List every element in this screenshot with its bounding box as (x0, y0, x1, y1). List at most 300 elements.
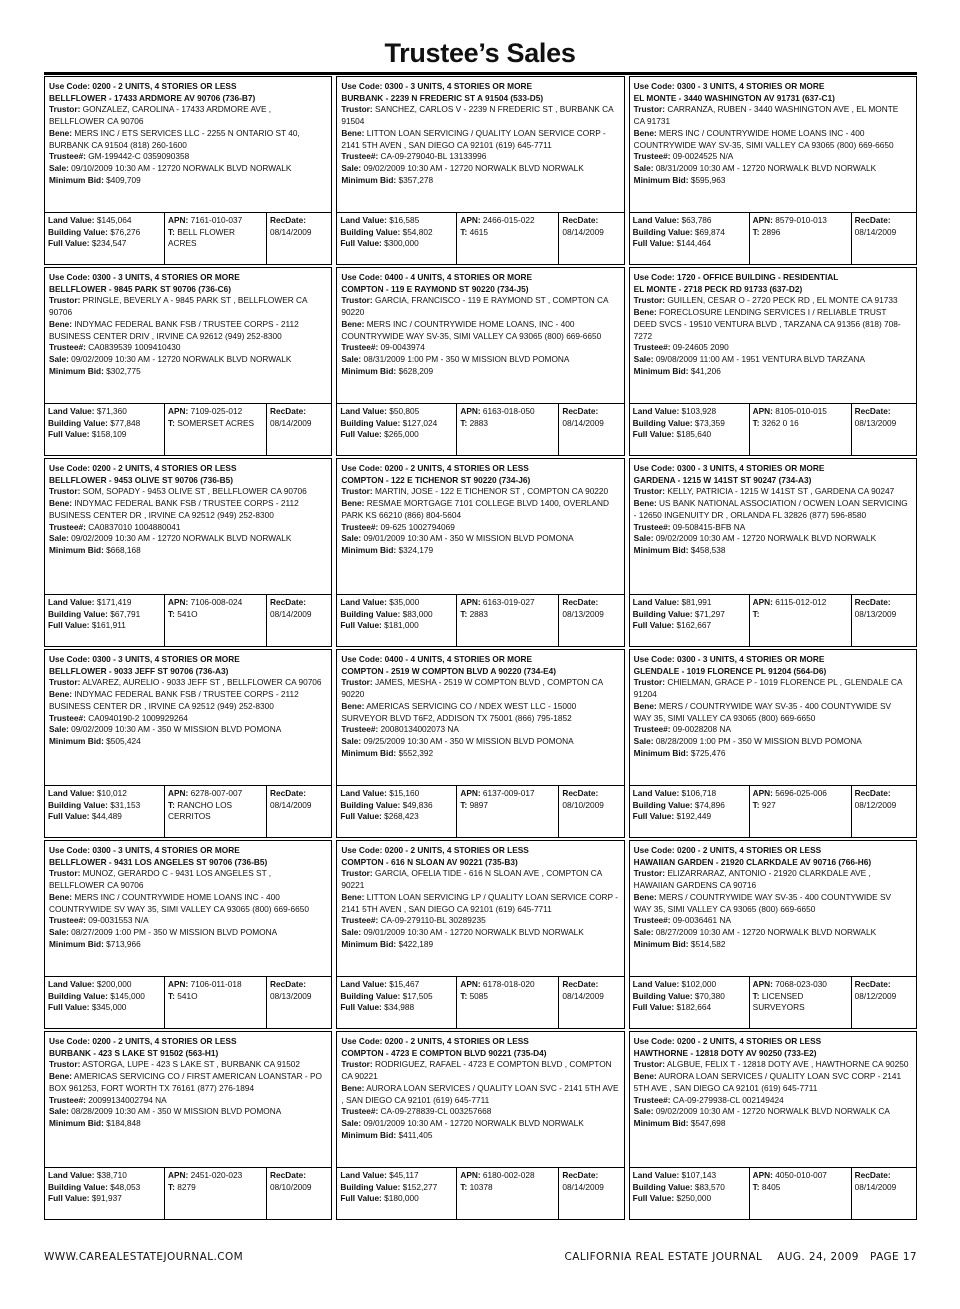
trustor-value: ASTORGA, LUPE - 423 S LAKE ST , BURBANK CA 91502 (82, 1059, 301, 1070)
full-value: $161,911 (91, 620, 126, 631)
bene-line (49, 498, 326, 521)
apn-label: APN: (752, 406, 773, 416)
tract-value: 10378 (469, 1181, 493, 1192)
sale-line (341, 163, 618, 175)
trustor-label: Trustor: (49, 677, 81, 688)
land-value: $45,117 (389, 1170, 419, 1180)
apn-value: 6163-018-050 (482, 406, 535, 416)
apn-label: APN: (460, 215, 481, 225)
building-value-label: Building Value: (340, 417, 401, 428)
recdate-value: 08/14/2009 (270, 417, 312, 428)
trustor-line (341, 486, 618, 498)
trustee-label: Trustee#: (49, 915, 86, 926)
full-value: $162,667 (676, 620, 712, 631)
minbid-label: Minimum Bid: (49, 544, 104, 555)
sale-line (341, 927, 618, 939)
apn-value: 4050-010-007 (775, 1170, 827, 1180)
values-cell (45, 977, 165, 1028)
listing-card (629, 649, 917, 838)
listing-financials (630, 976, 916, 1028)
trustee-label: Trustee#: (49, 521, 86, 532)
values-cell (45, 213, 165, 264)
use-code: Use Code: 0400 - 4 UNITS, 4 STORIES OR MORE (341, 654, 533, 664)
land-value-label: Land Value: (48, 215, 95, 225)
apn-cell (750, 404, 852, 455)
listing-card (629, 840, 917, 1029)
minbid-value: $505,424 (106, 735, 141, 746)
listing-card (336, 267, 624, 456)
property-address: BELLFLOWER - 9033 JEFF ST 90706 (736-A3) (49, 665, 229, 676)
recdate-value: 08/14/2009 (562, 417, 604, 428)
minbid-line (634, 545, 911, 557)
apn-cell (457, 404, 559, 455)
trustee-label: Trustee#: (633, 724, 671, 735)
recdate-value: 08/13/2009 (854, 417, 897, 428)
sale-label: Sale: (341, 533, 362, 544)
apn-value: 6278-007-007 (190, 788, 243, 798)
tract-value: 541O (177, 990, 198, 1001)
listing-card (44, 458, 332, 647)
full-value: $185,640 (676, 429, 712, 440)
tract-label: T: (168, 608, 175, 619)
full-value-label: Full Value: (340, 620, 382, 631)
recdate-cell (852, 786, 916, 837)
recdate-cell (267, 213, 331, 264)
land-value: $15,160 (389, 788, 420, 798)
sale-line (634, 1106, 911, 1118)
full-value: $158,109 (91, 429, 127, 440)
tract-label: T: (752, 799, 760, 810)
full-value-label: Full Value: (48, 238, 90, 249)
minbid-value: $184,848 (106, 1117, 141, 1128)
values-cell (630, 213, 750, 264)
building-value: $54,802 (402, 226, 433, 237)
use-code: Use Code: 0300 - 3 UNITS, 4 STORIES OR MORE (633, 463, 825, 473)
full-value: $144,464 (676, 238, 712, 249)
land-value: $38,710 (96, 1170, 127, 1180)
apn-value: 6180-002-028 (482, 1170, 535, 1180)
bene-value: RESMAE MORTGAGE 7101 COLLEGE BLVD 1400, OVERLAND PARK KS 66210 (866) 804-5604 (341, 498, 609, 520)
minbid-line (634, 1118, 911, 1130)
values-cell (337, 595, 457, 646)
recdate-value: 08/14/2009 (854, 226, 897, 237)
apn-value: 7106-011-018 (190, 979, 242, 989)
trustee-line (49, 342, 326, 354)
trustor-line (341, 868, 618, 891)
sale-value: 09/02/2009 10:30 AM - 12720 NORWALK BLVD NORWALK (363, 162, 584, 173)
apn-label: APN: (168, 788, 189, 798)
trustee-label: Trustee#: (341, 915, 379, 926)
trustor-label: Trustor: (633, 677, 666, 688)
building-value: $67,791 (110, 608, 141, 619)
tract-value: 9897 (469, 799, 489, 810)
trustor-label: Trustor: (341, 868, 373, 879)
sale-line (49, 163, 326, 175)
trustor-line (49, 677, 326, 689)
listing-financials (630, 1167, 916, 1219)
use-code: Use Code: 0300 - 3 UNITS, 4 STORIES OR MORE (49, 845, 240, 855)
building-value: $31,153 (110, 799, 141, 810)
land-value: $103,928 (681, 406, 717, 416)
recdate-label: RecDate: (854, 788, 891, 798)
land-value-label: Land Value: (340, 1170, 387, 1180)
recdate-value: 08/14/2009 (562, 990, 604, 1001)
bene-value: MERS INC / ETS SERVICES LLC - 2255 N ONTARIO ST 40, BURBANK CA 91504 (818) 260-1600 (49, 127, 300, 150)
use-code: Use Code: 0300 - 3 UNITS, 4 STORIES OR MORE (633, 654, 825, 664)
building-value: $71,297 (694, 608, 725, 619)
sale-label: Sale: (49, 353, 69, 364)
listing-financials (337, 785, 623, 837)
listing-card (629, 458, 917, 647)
bene-label: Bene: (341, 498, 365, 509)
sale-line (49, 533, 326, 545)
minbid-value: $595,963 (690, 174, 726, 185)
trustee-value: 09-508415-BFB NA (672, 521, 746, 532)
sale-value: 09/08/2009 11:00 AM - 1951 VENTURA BLVD TARZANA (655, 353, 866, 364)
sale-line (634, 927, 911, 939)
recdate-cell (267, 786, 331, 837)
recdate-cell (852, 977, 916, 1028)
apn-value: 7109-025-012 (190, 406, 243, 416)
recdate-label: RecDate: (562, 1170, 599, 1180)
page-title: Trustee’s Sales (384, 38, 576, 68)
sale-value: 09/02/2009 10:30 AM - 12720 NORWALK BLVD NORWALK (71, 533, 292, 544)
full-value-label: Full Value: (632, 1193, 675, 1204)
trustee-label: Trustee#: (633, 151, 671, 162)
minbid-value: $725,476 (690, 747, 726, 758)
minbid-line (341, 939, 618, 951)
listing-card (336, 76, 624, 265)
property-address: COMPTON - 4723 E COMPTON BLVD 90221 (735-D4) (341, 1047, 547, 1058)
trustee-value: CA-09-279040-BL 13133996 (380, 151, 487, 162)
trustor-value: ALVAREZ, AURELIO - 9033 JEFF ST , BELLFLOWER CA 90706 (82, 677, 322, 688)
bene-label: Bene: (49, 689, 73, 700)
tract-value: 2883 (469, 608, 489, 619)
bene-line (634, 1071, 911, 1094)
land-value-label: Land Value: (632, 1170, 680, 1180)
land-value-label: Land Value: (632, 406, 680, 416)
tract-value: 2883 (469, 417, 489, 428)
recdate-label: RecDate: (854, 406, 891, 416)
tract-label: T: (752, 1181, 760, 1192)
sale-label: Sale: (633, 735, 654, 746)
bene-line (49, 892, 326, 915)
trustee-label: Trustee#: (633, 1094, 671, 1105)
full-value: $300,000 (384, 238, 419, 249)
building-value: $69,874 (694, 226, 725, 237)
listing-card (44, 267, 332, 456)
building-value: $83,000 (402, 608, 433, 619)
minbid-label: Minimum Bid: (49, 938, 104, 949)
sale-label: Sale: (49, 724, 69, 735)
use-code: Use Code: 0200 - 2 UNITS, 4 STORIES OR LESS (341, 463, 529, 473)
listing-info (337, 268, 623, 403)
property-address: BURBANK - 2239 N FREDERIC ST A 91504 (533-D5) (341, 92, 544, 103)
bene-label: Bene: (633, 498, 657, 509)
values-cell (45, 786, 165, 837)
trustee-value: 20080134002073 NA (380, 724, 459, 735)
minbid-label: Minimum Bid: (49, 735, 104, 746)
bene-value: US BANK NATIONAL ASSOCIATION / OCWEN LOAN SERVICING - 12650 INGENUITY DR , ORLANDA FL 32826 (877) 596-8580 (633, 498, 908, 520)
use-code: Use Code: 0200 - 2 UNITS, 4 STORIES OR LESS (49, 1036, 237, 1046)
building-value-label: Building Value: (340, 799, 401, 810)
trustor-label: Trustor: (49, 486, 81, 497)
trustor-value: RODRIGUEZ, RAFAEL - 4723 E COMPTON BLVD , COMPTON CA 90221 (341, 1059, 612, 1082)
sale-label: Sale: (49, 926, 69, 937)
minbid-value: $668,168 (106, 544, 141, 555)
apn-label: APN: (460, 979, 481, 989)
trustor-label: Trustor: (633, 1059, 666, 1070)
minbid-line (341, 175, 618, 187)
trustor-label: Trustor: (633, 295, 666, 306)
apn-label: APN: (168, 979, 189, 989)
listing-card (629, 267, 917, 456)
property-address: COMPTON - 122 E TICHENOR ST 90220 (734-J6) (341, 474, 531, 485)
sale-line (49, 1106, 326, 1118)
values-cell (45, 595, 165, 646)
recdate-value: 08/10/2009 (562, 799, 604, 810)
trustee-label: Trustee#: (341, 521, 379, 532)
listing-card (44, 840, 332, 1029)
listing-card (629, 76, 917, 265)
trustor-line (634, 1059, 911, 1071)
listings-grid (44, 76, 917, 1220)
listing-info (630, 650, 916, 785)
recdate-cell (559, 213, 623, 264)
minbid-line (49, 939, 326, 951)
minbid-value: $713,966 (106, 938, 141, 949)
tract-value: 927 (761, 799, 776, 810)
trustor-line (49, 868, 326, 891)
bene-value: INDYMAC FEDERAL BANK FSB / TRUSTEE CORPS - 2112 BUSINESS CENTER DRIV , IRVINE CA 92612 (949) 252-8300 (49, 318, 299, 341)
trustor-value: PRINGLE, BEVERLY A - 9845 PARK ST , BELLFLOWER CA 90706 (49, 295, 308, 318)
trustor-label: Trustor: (341, 295, 373, 306)
building-value: $145,000 (110, 990, 145, 1001)
land-value: $50,805 (389, 406, 420, 416)
full-value-label: Full Value: (632, 1002, 675, 1013)
minbid-label: Minimum Bid: (341, 938, 397, 949)
minbid-value: $41,206 (690, 365, 721, 376)
sale-label: Sale: (633, 533, 654, 544)
sale-line (341, 354, 618, 366)
minbid-line (634, 366, 911, 378)
trustee-value: 20099134002794 NA (88, 1094, 167, 1105)
trustor-value: KELLY, PATRICIA - 1215 W 141ST ST , GARDENA CA 90247 (667, 486, 895, 497)
apn-value: 2466-015-022 (482, 215, 535, 225)
trustor-line (634, 295, 911, 307)
sale-value: 09/10/2009 10:30 AM - 12720 NORWALK BLVD NORWALK (71, 162, 292, 173)
tract-label: T: (460, 417, 468, 428)
tract-label: T: (460, 608, 468, 619)
apn-value: 7068-023-030 (775, 979, 827, 989)
trustor-line (341, 295, 618, 318)
recdate-value: 08/12/2009 (854, 990, 897, 1001)
bene-value: AURORA LOAN SERVICES / QUALITY LOAN SVC CORP - 2141 5TH AVE , SAN DIEGO CA 92101 (619) 645-7711 (633, 1071, 902, 1093)
full-value: $192,449 (676, 811, 712, 822)
tract-value: 8279 (177, 1181, 196, 1192)
bene-line (341, 128, 618, 151)
building-value-label: Building Value: (632, 1181, 693, 1192)
bene-value: LITTON LOAN SERVICING / QUALITY LOAN SERVICE CORP - 2141 5TH AVEN , SAN DIEGO CA 92101 (619) 645-7711 (341, 127, 606, 150)
minbid-value: $547,698 (690, 1117, 726, 1128)
land-value-label: Land Value: (48, 597, 95, 607)
building-value-label: Building Value: (632, 990, 693, 1001)
use-code: Use Code: 0300 - 3 UNITS, 4 STORIES OR MORE (633, 81, 825, 91)
building-value-label: Building Value: (632, 608, 693, 619)
apn-label: APN: (460, 406, 481, 416)
minbid-label: Minimum Bid: (633, 544, 689, 555)
building-value-label: Building Value: (632, 417, 693, 428)
recdate-value: 08/13/2009 (854, 608, 897, 619)
property-address: BURBANK - 423 S LAKE ST 91502 (563-H1) (49, 1047, 219, 1058)
listing-financials (45, 785, 331, 837)
apn-value: 8105-010-015 (775, 406, 827, 416)
tract-label: T: (752, 417, 760, 428)
trustee-line (634, 522, 911, 534)
listing-financials (630, 594, 916, 646)
property-address: BELLFLOWER - 9453 OLIVE ST 90706 (736-B5) (49, 474, 233, 485)
recdate-cell (852, 595, 916, 646)
tract-label: T: (460, 799, 468, 810)
trustee-line (634, 724, 911, 736)
bene-value: AURORA LOAN SERVICES / QUALITY LOAN SVC - 2141 5TH AVE , SAN DIEGO CA 92101 (619) 645-7711 (341, 1082, 619, 1105)
sale-value: 09/01/2009 10:30 AM - 12720 NORWALK BLVD NORWALK (363, 1117, 584, 1128)
sale-label: Sale: (49, 1106, 69, 1117)
property-address: COMPTON - 2519 W COMPTON BLVD A 90220 (734-E4) (341, 665, 557, 676)
minbid-label: Minimum Bid: (633, 174, 689, 185)
tract-label: T: (168, 226, 175, 237)
minbid-value: $458,538 (690, 544, 726, 555)
listing-financials (45, 594, 331, 646)
recdate-cell (559, 1168, 623, 1219)
bene-line (634, 128, 911, 151)
listing-info (337, 459, 623, 594)
trustee-line (49, 915, 326, 927)
building-value-label: Building Value: (48, 608, 108, 619)
apn-value: 6163-019-027 (482, 597, 535, 607)
bene-value: MERS INC / COUNTRYWIDE HOME LOANS INC - 400 COUNTRYWIDE SV WAY 35, SIMI VALLEY CA 93065 (800) 669-6650 (49, 891, 309, 914)
tract-label: T: (752, 608, 760, 619)
land-value-label: Land Value: (48, 406, 95, 416)
listing-financials (337, 212, 623, 264)
use-code: Use Code: 0200 - 2 UNITS, 4 STORIES OR LESS (633, 845, 822, 855)
trustee-line (341, 342, 618, 354)
property-address: EL MONTE - 3440 WASHINGTON AV 91731 (637-C1) (633, 92, 835, 103)
apn-label: APN: (168, 215, 189, 225)
sale-label: Sale: (341, 926, 362, 937)
sale-line (634, 163, 911, 175)
apn-value: 2451-020-023 (190, 1170, 243, 1180)
trustor-label: Trustor: (49, 295, 81, 306)
recdate-value: 08/12/2009 (854, 799, 897, 810)
bene-line (341, 498, 618, 521)
building-value-label: Building Value: (48, 1181, 108, 1192)
use-code: Use Code: 0300 - 3 UNITS, 4 STORIES OR MORE (341, 81, 533, 91)
recdate-cell (267, 1168, 331, 1219)
minbid-line (49, 175, 326, 187)
trustee-line (49, 522, 326, 534)
listing-info (337, 841, 623, 976)
values-cell (45, 404, 165, 455)
listing-card (336, 1031, 624, 1220)
bene-value: LITTON LOAN SERVICING LP / QUALITY LOAN SERVICE CORP - 2141 5TH AVEN , SAN DIEGO CA 92101 (619) 645-7711 (341, 891, 618, 914)
listing-info (45, 268, 331, 403)
trustee-line (49, 713, 326, 725)
bene-line (49, 689, 326, 712)
apn-cell (457, 595, 559, 646)
apn-value: 6178-018-020 (482, 979, 535, 989)
footer-website[interactable]: WWW.CAREALESTATEJOURNAL.COM (44, 1251, 244, 1263)
tract-label: T: (460, 990, 468, 1001)
sale-value: 08/31/2009 10:30 AM - 12720 NORWALK BLVD NORWALK (655, 162, 877, 173)
full-value-label: Full Value: (48, 429, 90, 440)
bene-label: Bene: (633, 127, 657, 138)
apn-cell (750, 786, 852, 837)
recdate-label: RecDate: (562, 788, 599, 798)
values-cell (337, 977, 457, 1028)
bene-line (341, 319, 618, 342)
listing-info (45, 650, 331, 785)
trustee-line (634, 151, 911, 163)
bene-value: INDYMAC FEDERAL BANK FSB / TRUSTEE CORPS - 2112 BUSINESS CENTER DR , IRVINE CA 92512 (949) 252-8300 (49, 498, 299, 520)
trustor-value: ELIZARRARAZ, ANTONIO - 21920 CLARKDALE AVE , HAWAIIAN GARDENS CA 90716 (633, 868, 871, 891)
full-value-label: Full Value: (48, 1193, 90, 1204)
trustor-line (634, 677, 911, 700)
trustor-label: Trustor: (341, 104, 373, 115)
trustee-label: Trustee#: (633, 915, 671, 926)
land-value: $145,064 (96, 215, 132, 225)
minbid-label: Minimum Bid: (341, 1129, 397, 1140)
building-value-label: Building Value: (632, 799, 693, 810)
trustee-value: 09-625 1002794069 (380, 521, 455, 532)
trustor-value: GONZALEZ, CAROLINA - 17433 ARDMORE AVE , BELLFLOWER CA 90706 (49, 104, 272, 127)
sale-value: 09/25/2009 10:30 AM - 350 W MISSION BLVD POMONA (363, 735, 574, 746)
sale-line (341, 533, 618, 545)
use-code: Use Code: 0200 - 2 UNITS, 4 STORIES OR LESS (49, 81, 237, 91)
building-value-label: Building Value: (48, 990, 108, 1001)
listing-info (45, 459, 331, 594)
minbid-value: $302,775 (106, 365, 141, 376)
building-value: $127,024 (402, 417, 438, 428)
tract-value: 2896 (761, 226, 781, 237)
tract-value: SOMERSET ACRES (177, 417, 255, 428)
land-value-label: Land Value: (340, 215, 387, 225)
full-value-label: Full Value: (48, 1002, 90, 1013)
tract-label: T: (168, 990, 175, 1001)
bene-label: Bene: (49, 318, 73, 329)
bene-line (341, 701, 618, 724)
listing-card (629, 1031, 917, 1220)
bene-label: Bene: (633, 700, 657, 711)
trustee-line (49, 1095, 326, 1107)
trustor-line (634, 868, 911, 891)
full-value-label: Full Value: (340, 429, 382, 440)
sale-label: Sale: (49, 162, 69, 173)
full-value: $182,664 (676, 1002, 712, 1013)
use-code: Use Code: 0200 - 2 UNITS, 4 STORIES OR LESS (633, 1036, 822, 1046)
use-code: Use Code: 0200 - 2 UNITS, 4 STORIES OR LESS (341, 845, 529, 855)
use-code: Use Code: 0400 - 4 UNITS, 4 STORIES OR MORE (341, 272, 533, 282)
apn-cell (165, 595, 267, 646)
recdate-value: 08/13/2009 (562, 608, 604, 619)
trustee-line (341, 522, 618, 534)
apn-cell (457, 1168, 559, 1219)
values-cell (337, 213, 457, 264)
trustee-value: CA0839539 1009410430 (88, 342, 181, 353)
listing-financials (630, 785, 916, 837)
property-address: COMPTON - 119 E RAYMOND ST 90220 (734-J5) (341, 283, 529, 294)
sale-line (634, 736, 911, 748)
